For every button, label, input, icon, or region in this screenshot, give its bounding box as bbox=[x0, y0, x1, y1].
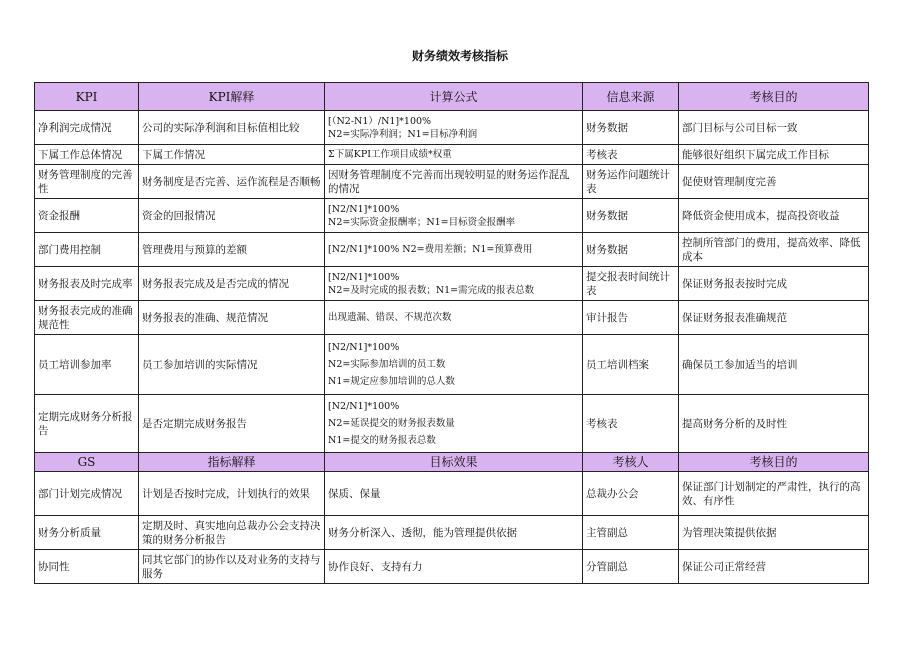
kpi-purpose: 提高财务分析的及时性 bbox=[679, 395, 869, 453]
header-assessor: 考核人 bbox=[583, 453, 679, 472]
kpi-name: 定期完成财务分析报告 bbox=[35, 395, 139, 453]
gs-purpose: 保证部门计划制定的严肃性，执行的高效、有序性 bbox=[679, 472, 869, 516]
gs-explain: 计划是否按时完成，计划执行的效果 bbox=[139, 472, 325, 516]
table-row bbox=[35, 111, 869, 145]
formula-line: N2=延误提交的财务报表数量 bbox=[328, 418, 455, 429]
gs-effect: 协作良好、支持有力 bbox=[325, 550, 583, 584]
gs-name: 财务分析质量 bbox=[35, 516, 139, 550]
table-row bbox=[35, 395, 869, 453]
gs-header-row bbox=[35, 453, 869, 472]
kpi-name: 财务报表及时完成率 bbox=[35, 267, 139, 301]
kpi-name: 财务管理制度的完善性 bbox=[35, 165, 139, 199]
formula-line: N1=提交的财务报表总数 bbox=[328, 435, 436, 446]
table-row bbox=[35, 550, 869, 584]
header-kpi-explain: KPI解释 bbox=[139, 83, 325, 111]
kpi-name: 部门费用控制 bbox=[35, 233, 139, 267]
gs-name: 部门计划完成情况 bbox=[35, 472, 139, 516]
kpi-explain: 下属工作情况 bbox=[139, 145, 325, 165]
kpi-source: 财务数据 bbox=[583, 199, 679, 233]
kpi-source: 考核表 bbox=[583, 145, 679, 165]
header-gs-purpose: 考核目的 bbox=[679, 453, 869, 472]
kpi-source: 财务数据 bbox=[583, 111, 679, 145]
kpi-explain: 公司的实际净利润和目标值相比较 bbox=[139, 111, 325, 145]
table-row bbox=[35, 233, 869, 267]
kpi-explain: 财务报表完成及是否完成的情况 bbox=[139, 267, 325, 301]
kpi-table bbox=[34, 82, 869, 584]
formula-line: [N2/N1]*100% bbox=[328, 401, 400, 412]
kpi-formula bbox=[325, 395, 583, 453]
kpi-purpose: 促使财管理制度完善 bbox=[679, 165, 869, 199]
kpi-source: 财务数据 bbox=[583, 233, 679, 267]
kpi-formula: Σ下属KPI工作项目成绩*权重 bbox=[325, 145, 583, 165]
formula-line: N2=及时完成的报表数；N1=需完成的报表总数 bbox=[328, 284, 535, 296]
kpi-purpose: 保证财务报表按时完成 bbox=[679, 267, 869, 301]
formula-line: [N2/N1]*100% bbox=[328, 342, 400, 353]
formula-line: N2=实际资金报酬率；N1=目标资金报酬率 bbox=[328, 216, 516, 228]
kpi-formula: 出现遗漏、错误、不规范次数 bbox=[325, 301, 583, 335]
formula-line: N1=规定应参加培训的总人数 bbox=[328, 376, 455, 387]
gs-assessor: 分管副总 bbox=[583, 550, 679, 584]
header-gs-explain: 指标解释 bbox=[139, 453, 325, 472]
table-row bbox=[35, 335, 869, 395]
table-row bbox=[35, 301, 869, 335]
kpi-name: 净利润完成情况 bbox=[35, 111, 139, 145]
kpi-header-row bbox=[35, 83, 869, 111]
header-kpi: KPI bbox=[35, 83, 139, 111]
kpi-source: 考核表 bbox=[583, 395, 679, 453]
gs-effect: 财务分析深入、透彻，能为管理提供依据 bbox=[325, 516, 583, 550]
gs-name: 协同性 bbox=[35, 550, 139, 584]
header-gs: GS bbox=[35, 453, 139, 472]
kpi-formula bbox=[325, 335, 583, 395]
kpi-explain: 财务制度是否完善、运作流程是否顺畅 bbox=[139, 165, 325, 199]
formula-line: [（N2-N1）/N1]*100% bbox=[328, 115, 432, 127]
table-row bbox=[35, 472, 869, 516]
kpi-formula: 因财务管理制度不完善而出现较明显的财务运作混乱的情况 bbox=[325, 165, 583, 199]
table-row bbox=[35, 145, 869, 165]
kpi-name: 员工培训参加率 bbox=[35, 335, 139, 395]
kpi-explain: 资金的回报情况 bbox=[139, 199, 325, 233]
gs-assessor: 总裁办公会 bbox=[583, 472, 679, 516]
kpi-purpose: 控制所管部门的费用，提高效率、降低成本 bbox=[679, 233, 869, 267]
gs-explain: 定期及时、真实地向总裁办公会支持决策的财务分析报告 bbox=[139, 516, 325, 550]
kpi-purpose: 确保员工参加适当的培训 bbox=[679, 335, 869, 395]
formula-line: N2=实际净利润；N1=目标净利润 bbox=[328, 128, 478, 140]
gs-purpose: 保证公司正常经营 bbox=[679, 550, 869, 584]
header-effect: 目标效果 bbox=[325, 453, 583, 472]
formula-line: [N2/N1]*100% bbox=[328, 203, 400, 215]
kpi-formula bbox=[325, 267, 583, 301]
gs-assessor: 主管副总 bbox=[583, 516, 679, 550]
kpi-name: 财务报表完成的准确规范性 bbox=[35, 301, 139, 335]
header-purpose: 考核目的 bbox=[679, 83, 869, 111]
kpi-purpose: 保证财务报表准确规范 bbox=[679, 301, 869, 335]
formula-line: N2=实际参加培训的员工数 bbox=[328, 359, 446, 370]
gs-effect: 保质、保量 bbox=[325, 472, 583, 516]
header-formula: 计算公式 bbox=[325, 83, 583, 111]
kpi-purpose: 能够很好组织下属完成工作目标 bbox=[679, 145, 869, 165]
table-row bbox=[35, 165, 869, 199]
kpi-explain: 是否定期完成财务报告 bbox=[139, 395, 325, 453]
kpi-explain: 财务报表的准确、规范情况 bbox=[139, 301, 325, 335]
table-row bbox=[35, 516, 869, 550]
kpi-source: 提交报表时间统计表 bbox=[583, 267, 679, 301]
gs-purpose: 为管理决策提供依据 bbox=[679, 516, 869, 550]
kpi-explain: 员工参加培训的实际情况 bbox=[139, 335, 325, 395]
gs-explain: 同其它部门的协作以及对业务的支持与服务 bbox=[139, 550, 325, 584]
kpi-source: 员工培训档案 bbox=[583, 335, 679, 395]
table-row bbox=[35, 199, 869, 233]
table-row bbox=[35, 267, 869, 301]
kpi-purpose: 降低资金使用成本，提高投资收益 bbox=[679, 199, 869, 233]
header-source: 信息来源 bbox=[583, 83, 679, 111]
kpi-explain: 管理费用与预算的差额 bbox=[139, 233, 325, 267]
kpi-purpose: 部门目标与公司目标一致 bbox=[679, 111, 869, 145]
kpi-formula bbox=[325, 199, 583, 233]
kpi-name: 资金报酬 bbox=[35, 199, 139, 233]
formula-line: [N2/N1]*100% bbox=[328, 271, 400, 283]
kpi-source: 财务运作问题统计表 bbox=[583, 165, 679, 199]
kpi-name: 下属工作总体情况 bbox=[35, 145, 139, 165]
kpi-formula bbox=[325, 111, 583, 145]
page-title: 财务绩效考核指标 bbox=[411, 49, 508, 63]
kpi-source: 审计报告 bbox=[583, 301, 679, 335]
kpi-formula: [N2/N1]*100% N2=费用差额；N1=预算费用 bbox=[325, 233, 583, 267]
